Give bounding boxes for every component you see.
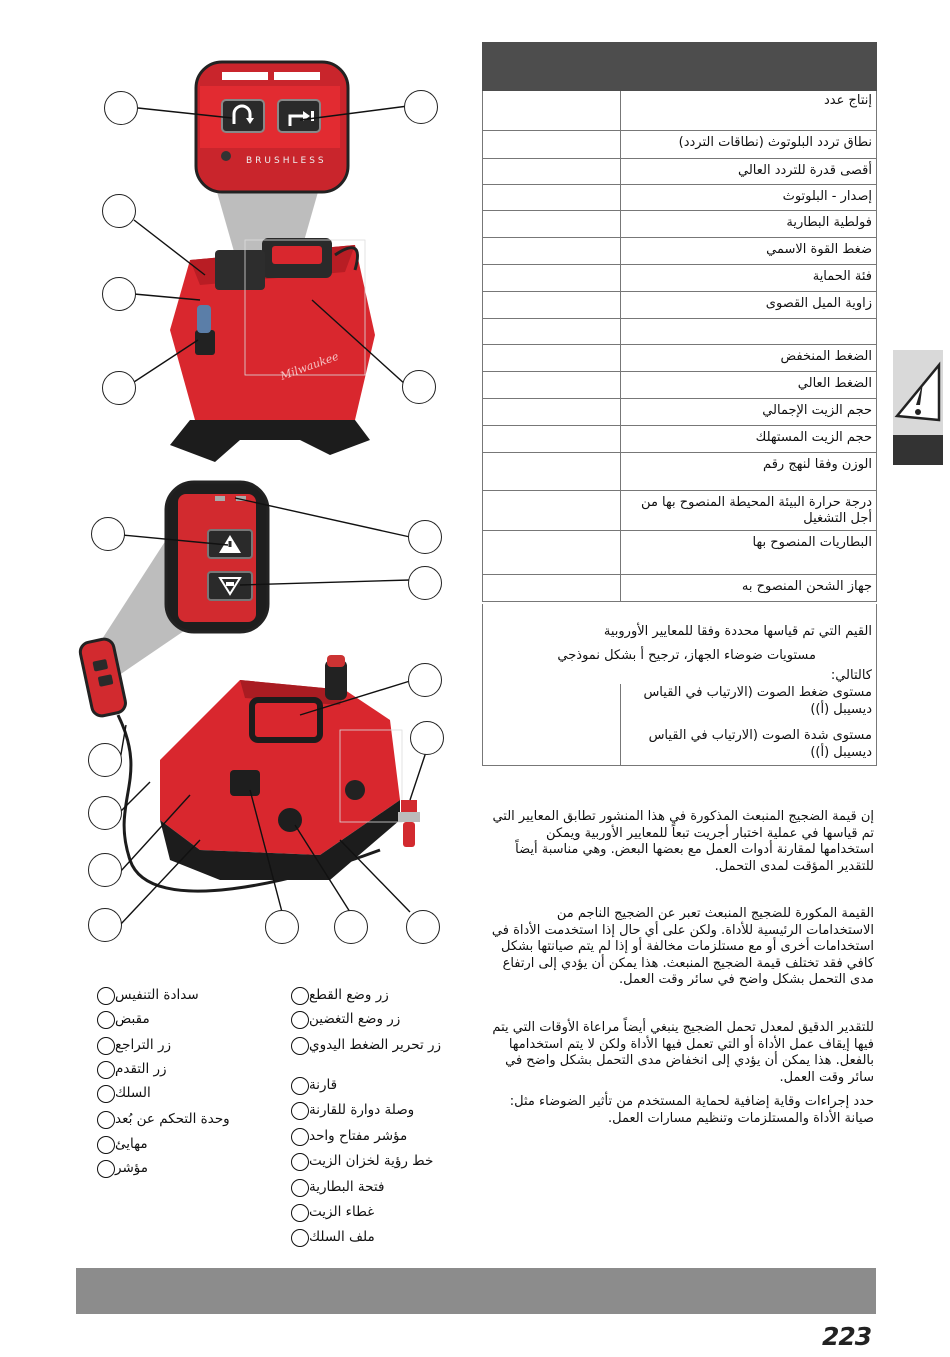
legend-item — [285, 1010, 470, 1032]
bottom-zoom-inset — [95, 482, 268, 680]
legend-number-circle — [97, 1160, 115, 1178]
legend-number-circle — [97, 1061, 115, 1079]
noise-intro-2: مستويات ضوضاء الجهاز، ترجيح أ بشكل نموذجي — [557, 648, 816, 663]
legend-number-circle — [291, 1011, 309, 1029]
callout-circle — [102, 371, 136, 405]
legend-item — [285, 1203, 470, 1225]
spec-label: حجم الزيت الإجمالي — [621, 399, 877, 426]
legend-item — [91, 1135, 266, 1157]
retract-button-icon — [222, 100, 264, 132]
spec-row — [483, 426, 877, 453]
callout-circle — [88, 908, 122, 942]
legend-label: زر التراجع — [115, 1037, 171, 1053]
legend-number-circle — [97, 1085, 115, 1103]
spec-row — [483, 531, 877, 575]
legend-number-circle — [291, 1077, 309, 1095]
legend-number-circle — [97, 987, 115, 1005]
legend-item — [285, 1178, 470, 1200]
spec-value — [483, 185, 621, 211]
tool-illustration — [0, 0, 480, 960]
spec-row — [483, 319, 877, 345]
spec-value — [483, 238, 621, 265]
spec-label: ضغط القوة الاسمي — [621, 238, 877, 265]
spec-value — [483, 372, 621, 399]
spec-row — [483, 491, 877, 531]
spec-label: درجة حرارة البيئة المحيطة المنصوح بها من أجل التشغيل — [621, 491, 877, 531]
legend-item — [285, 1101, 470, 1123]
spec-value — [483, 453, 621, 491]
noise-paragraph-4: حدد إجراءات وقاية إضافية لحماية المستخدم من تأثير الضوضاء مثل: صيانة الأداة والمستلزمات وتنظيم مسارات العمل. — [509, 1094, 874, 1126]
legend-label: مهايئ — [115, 1136, 148, 1152]
callout-circle — [408, 663, 442, 697]
legend-label: السلك — [115, 1085, 151, 1101]
callout-circle — [408, 566, 442, 600]
spec-label: إنتاج عدد — [621, 91, 877, 131]
spec-label: فولطية البطارية — [621, 211, 877, 238]
legend-label: مؤشر مفتاح واحد — [309, 1128, 408, 1144]
legend-label: زر وضع التغضين — [309, 1011, 401, 1027]
legend-number-circle — [291, 1102, 309, 1120]
legend-item — [91, 1110, 266, 1132]
legend-item — [285, 1076, 470, 1098]
spec-label — [621, 319, 877, 345]
legend-item — [285, 1127, 470, 1149]
spec-value — [483, 91, 621, 131]
spec-row — [483, 345, 877, 372]
warning-icon — [893, 350, 943, 465]
noise-section — [482, 604, 877, 766]
spec-value — [483, 211, 621, 238]
legend-item — [91, 1060, 266, 1082]
legend-item — [285, 1036, 470, 1058]
noise-paragraph-1: إن قيمة الضجيج المنبعث المذكورة في هذا المنشور تطابق المعايير التي تم قياسها في عملية اختبار أجريت تبعاً للمعايير الأوربية ويمكن استخدامها لمقارنة أدوات العمل مع بعضها البعض. وهي مناسبة أيضاً للتقدير المؤقت لمدى التحمل. — [492, 809, 874, 874]
callout-circle — [404, 90, 438, 124]
legend-item — [91, 1010, 266, 1032]
legend-item — [285, 1228, 470, 1250]
legend-label: وحدة التحكم عن بُعد — [115, 1111, 230, 1127]
spec-label: جهاز الشحن المنصوح به — [621, 575, 877, 602]
legend-label: خط رؤية لخزان الزيت — [309, 1153, 434, 1169]
legend-number-circle — [291, 1179, 309, 1197]
panel-brand-text: BRUSHLESS — [246, 156, 327, 166]
legend-label: زر تحرير الضغط اليدوي — [309, 1037, 442, 1053]
spec-row — [483, 211, 877, 238]
spec-label: أقصى قدرة للتردد العالي — [621, 159, 877, 185]
down-arrow-button-icon — [208, 572, 252, 600]
callout-circle — [410, 721, 444, 755]
callout-circle — [406, 910, 440, 944]
legend-number-circle — [97, 1037, 115, 1055]
legend-number-circle — [291, 1204, 309, 1222]
spec-value — [483, 575, 621, 602]
coupling-part — [398, 800, 420, 847]
legend-number-circle — [291, 987, 309, 1005]
callout-circle — [88, 743, 122, 777]
legend-label: مؤشر — [115, 1160, 148, 1176]
legend-number-circle — [291, 1128, 309, 1146]
legend-number-circle — [291, 1229, 309, 1247]
legend-label: ملف السلك — [309, 1229, 375, 1245]
legend-label: سدادة التنفيس — [115, 987, 199, 1003]
spec-row — [483, 91, 877, 131]
spec-value — [483, 159, 621, 185]
spec-label: إصدار - البلوتوث — [621, 185, 877, 211]
spec-value — [483, 43, 621, 91]
legend-number-circle — [97, 1136, 115, 1154]
legend-label: وصلة دوارة للقارنة — [309, 1102, 415, 1118]
spec-label: نطاق تردد البلوتوث (نطاقات التردد) — [621, 131, 877, 159]
legend-label: قارنة — [309, 1077, 338, 1093]
spec-label: البطاريات المنصوح بها — [621, 531, 877, 575]
callout-circle — [102, 277, 136, 311]
legend-label: فتحة البطارية — [309, 1179, 385, 1195]
spec-row — [483, 575, 877, 602]
spec-value — [483, 491, 621, 531]
legend-number-circle — [291, 1153, 309, 1171]
callout-circle — [402, 370, 436, 404]
spec-value — [483, 131, 621, 159]
spec-value — [483, 345, 621, 372]
callout-circle — [88, 853, 122, 887]
noise-paragraph-3: للتقدير الدقيق لمعدل تحمل الضجيج ينبغي أيضاً مراعاة الأوقات التي يتم فيها إيقاف عمل الأداة أو التي تعمل فيها الأداة ولكن لا يتم استخدامها بالفعل. هذا يمكن أن يؤدي إلى انخفاض مدى التحمل بشكل واضح في سائر وقت العمل. — [492, 1020, 874, 1085]
spec-row — [483, 453, 877, 491]
sound-power-label: مستوى شدة الصوت (الارتياب في القياس ديسيبل (أ)) — [648, 728, 872, 760]
spec-row — [483, 292, 877, 319]
page-number: 223 — [822, 1322, 872, 1351]
callout-circle — [91, 517, 125, 551]
spec-row — [483, 185, 877, 211]
pump-bottom — [160, 655, 402, 880]
legend-item — [285, 986, 470, 1008]
noise-intro-1: القيم التي تم قياسها محددة وفقا للمعايير الأوروبية — [603, 624, 872, 639]
legend-item — [91, 1159, 266, 1181]
legend-number-circle — [97, 1011, 115, 1029]
spec-table — [482, 42, 877, 602]
spec-label: الضغط العالي — [621, 372, 877, 399]
legend-label: زر التقدم — [115, 1061, 167, 1077]
warning-side-tab — [893, 350, 943, 465]
noise-paragraph-2: القيمة المكورة للضجيج المنبعث تعبر عن الضجيج الناجم من الاستخدامات الرئيسية للأداة. ولكن على أي حال إذا استخدمت الأداة في استخدامات أخرى أو مع مستلزمات مخالفة أو إذا لم يتم صيانتها بشكل كافي فقد تختلف قيمة الضجيج المنبعث. هذا يمكن أن يؤدي إلى ارتفاع مدى التحمل بشكل واضح في سائر وقت العمل. — [491, 906, 874, 987]
spec-label — [621, 43, 877, 91]
spec-label: فئة الحماية — [621, 265, 877, 292]
spec-row — [483, 265, 877, 292]
sound-pressure-label: مستوى ضغط الصوت (الارتياب في القياس ديسيبل (أ)) — [643, 685, 872, 717]
spec-label: الضغط المنخفض — [621, 345, 877, 372]
callout-circle — [88, 796, 122, 830]
spec-value — [483, 426, 621, 453]
noise-intro-3: كالتالي: — [830, 668, 872, 683]
footer-bar — [76, 1268, 876, 1314]
legend-item — [91, 986, 266, 1008]
legend-item — [285, 1152, 470, 1174]
spec-label: حجم الزيت المستهلك — [621, 426, 877, 453]
legend-label: زر وضع القطع — [309, 987, 389, 1003]
legend-item — [91, 1036, 266, 1058]
spec-row — [483, 159, 877, 185]
callout-circle — [334, 910, 368, 944]
callout-circle — [102, 194, 136, 228]
spec-header-row — [483, 43, 877, 91]
spec-label: زاوية الميل القصوى — [621, 292, 877, 319]
legend-number-circle — [291, 1037, 309, 1055]
legend-item — [91, 1084, 266, 1106]
spec-value — [483, 399, 621, 426]
advance-button-icon — [278, 100, 320, 132]
spec-row — [483, 399, 877, 426]
legend-label: مقبض — [115, 1011, 150, 1027]
callout-circle — [104, 91, 138, 125]
spec-value — [483, 319, 621, 345]
spec-row — [483, 238, 877, 265]
spec-value — [483, 265, 621, 292]
spec-label: الوزن وفقا لنهج رقم — [621, 453, 877, 491]
spec-value — [483, 531, 621, 575]
pump-logo-text: Milwaukee — [278, 349, 341, 383]
spec-row — [483, 131, 877, 159]
callout-circle — [265, 910, 299, 944]
spec-row — [483, 372, 877, 399]
callout-circle — [408, 520, 442, 554]
spec-value — [483, 292, 621, 319]
legend-number-circle — [97, 1111, 115, 1129]
legend-label: غطاء الزيت — [309, 1204, 375, 1220]
